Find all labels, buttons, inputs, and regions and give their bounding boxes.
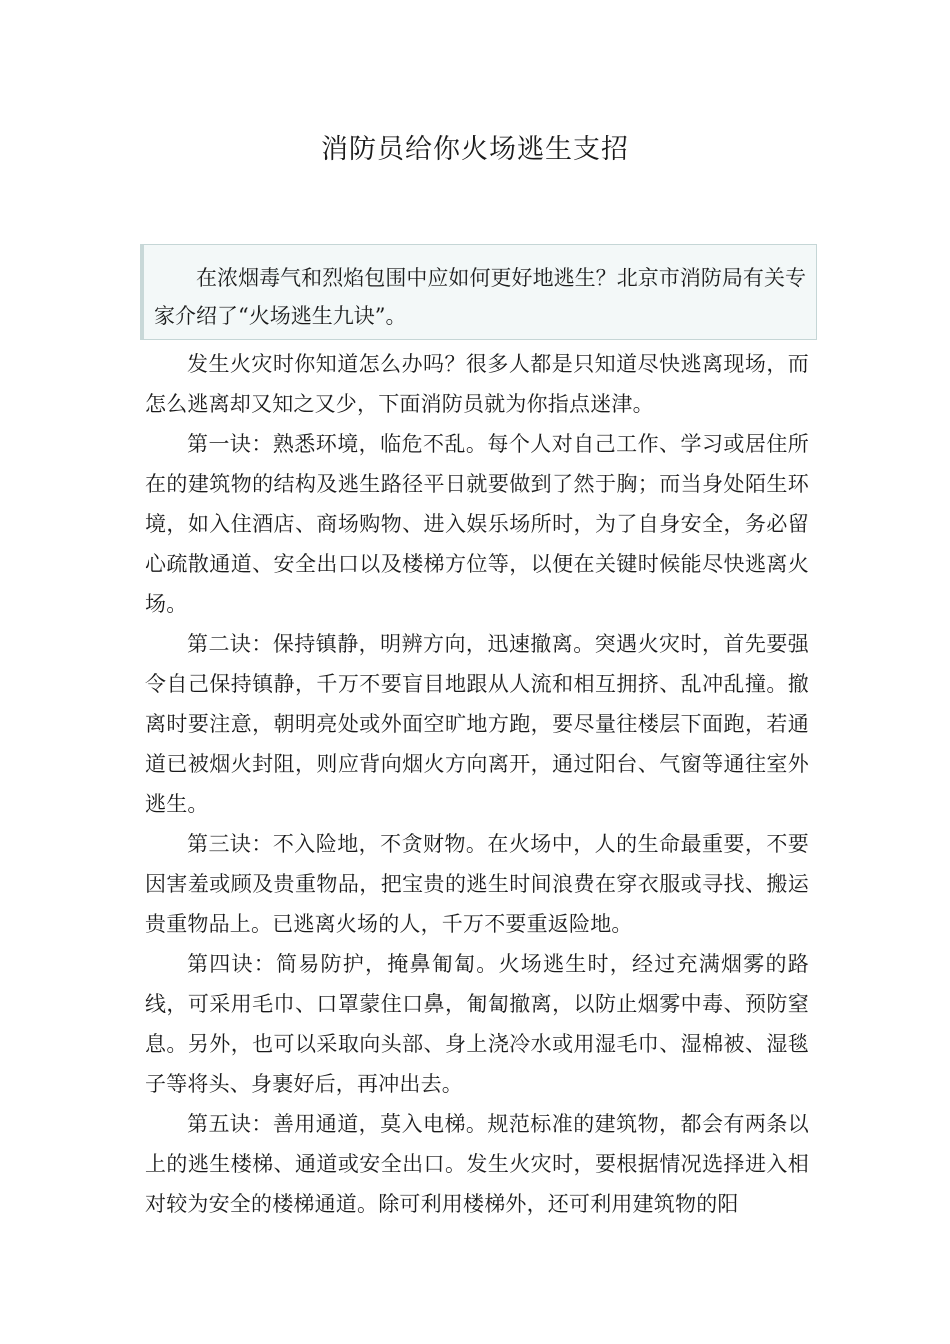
intro-paragraph: 在浓烟毒气和烈焰包围中应如何更好地逃生？北京市消防局有关专家介绍了“火场逃生九诀”。 — [154, 266, 806, 328]
body-text — [145, 344, 809, 1224]
paragraph: 第五诀：善用通道，莫入电梯。规范标准的建筑物，都会有两条以上的逃生楼梯、通道或安全出口。发生火灾时，要根据情况选择进入相对较为安全的楼梯通道。除可利用楼梯外，还可利用建筑物的阳 — [145, 1112, 809, 1216]
paragraph: 第二诀：保持镇静，明辨方向，迅速撤离。突遇火灾时，首先要强令自己保持镇静，千万不要盲目地跟从人流和相互拥挤、乱冲乱撞。撤离时要注意，朝明亮处或外面空旷地方跑，要尽量往楼层下面跑，若通道已被烟火封阻，则应背向烟火方向离开，通过阳台、气窗等通往室外逃生。 — [145, 632, 809, 816]
intro-callout — [140, 244, 817, 340]
paragraph: 第三诀：不入险地，不贪财物。在火场中，人的生命最重要，不要因害羞或顾及贵重物品，把宝贵的逃生时间浪费在穿衣服或寻找、搬运贵重物品上。已逃离火场的人，千万不要重返险地。 — [145, 832, 809, 936]
paragraph: 第一诀：熟悉环境，临危不乱。每个人对自己工作、学习或居住所在的建筑物的结构及逃生路径平日就要做到了然于胸；而当身处陌生环境，如入住酒店、商场购物、进入娱乐场所时，为了自身安全，务必留心疏散通道、安全出口以及楼梯方位等，以便在关键时候能尽快逃离火场。 — [145, 432, 809, 616]
paragraph: 第四诀：简易防护，掩鼻匍匐。火场逃生时，经过充满烟雾的路线，可采用毛巾、口罩蒙住口鼻，匍匐撤离，以防止烟雾中毒、预防窒息。另外，也可以采取向头部、身上浇冷水或用湿毛巾、湿棉被、湿毯子等将头、身裹好后，再冲出去。 — [145, 952, 809, 1096]
paragraph: 发生火灾时你知道怎么办吗？很多人都是只知道尽快逃离现场，而怎么逃离却又知之又少，下面消防员就为你指点迷津。 — [145, 352, 809, 416]
document-title: 消防员给你火场逃生支招 — [321, 134, 629, 165]
